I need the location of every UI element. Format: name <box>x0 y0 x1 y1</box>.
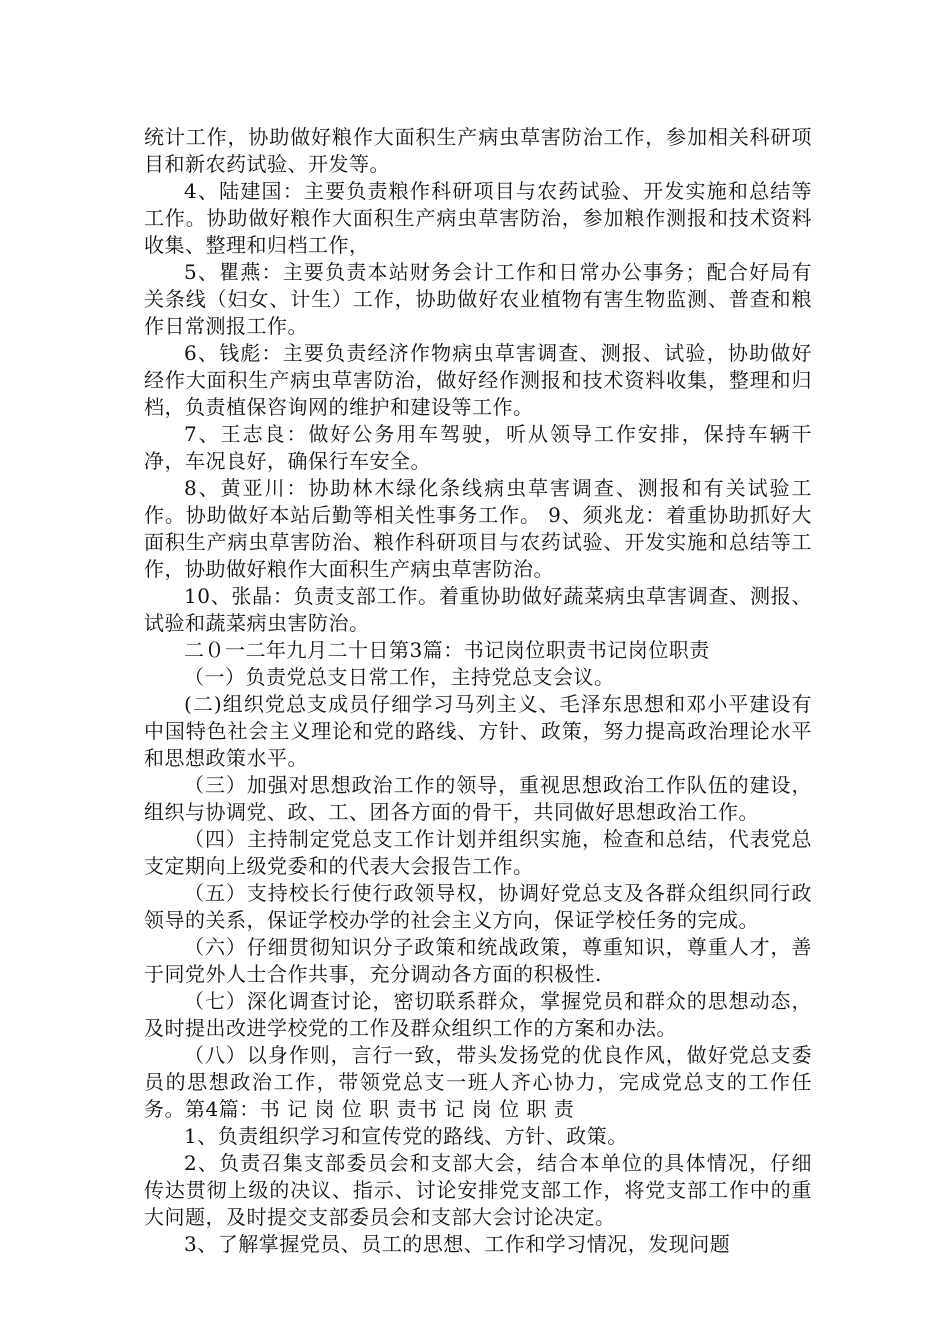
paragraph-item-8-9: 8、黄亚川：协助林木绿化条线病虫草害调查、测报和有关试验工作。协助做好本站后勤等相关性事务工作。 9、须兆龙：着重协助抓好大面积生产病虫草害防治、粮作科研项目与农药试验、开发实施和总结等工作，协助做好粮作大面积生产病虫草害防治。 <box>144 476 812 581</box>
paragraph-section4-item-3: 3、了解掌握党员、员工的思想、工作和学习情况，发现问题 <box>184 1232 731 1256</box>
paragraph-continuation: 统计工作，协助做好粮作大面积生产病虫草害防治工作，参加相关科研项目和新农药试验、开发等。 <box>144 125 812 176</box>
section-heading-3: 二０一二年九月二十日第3篇：书记岗位职责书记岗位职责 <box>184 638 710 662</box>
paragraph-item-6: 6、钱彪：主要负责经济作物病虫草害调查、测报、试验，协助做好经作大面积生产病虫草害防治，做好经作测报和技术资料收集，整理和归档，负责植保咨询网的维护和建设等工作。 <box>144 341 812 419</box>
paragraph-duty-8: （八）以身作则，言行一致，带头发扬党的优良作风，做好党总支委员的思想政治工作，带领党总支一班人齐心协力，完成党总支的工作任务。第4篇：书 记 岗 位 职 责书 记 岗 位 职 责 <box>144 1043 812 1121</box>
paragraph-item-4: 4、陆建国：主要负责粮作科研项目与农药试验、开发实施和总结等工作。协助做好粮作大面积生产病虫草害防治，参加粮作测报和技术资料收集、整理和归档工作， <box>144 179 812 257</box>
paragraph-item-10: 10、张晶：负责支部工作。着重协助做好蔬菜病虫草害调查、测报、试验和蔬菜病虫害防治。 <box>144 584 812 635</box>
paragraph-duty-4: （四）主持制定党总支工作计划并组织实施，检查和总结，代表党总支定期向上级党委和的代表大会报告工作。 <box>144 827 812 878</box>
paragraph-duty-7: （七）深化调查讨论，密切联系群众，掌握党员和群众的思想动态，及时提出改进学校党的工作及群众组织工作的方案和办法。 <box>144 989 812 1040</box>
paragraph-section4-item-2: 2、负责召集支部委员会和支部大会，结合本单位的具体情况，仔细传达贯彻上级的决议、指示、讨论安排党支部工作，将党支部工作中的重大问题，及时提交支部委员会和支部大会讨论决定。 <box>144 1151 812 1229</box>
paragraph-item-5: 5、瞿燕：主要负责本站财务会计工作和日常办公事务；配合好局有关条线（妇女、计生）工作，协助做好农业植物有害生物监测、普查和粮作日常测报工作。 <box>144 260 812 338</box>
paragraph-duty-6: （六）仔细贯彻知识分子政策和统战政策，尊重知识，尊重人才，善于同党外人士合作共事，充分调动各方面的积极性. <box>144 935 812 986</box>
paragraph-duty-5: （五）支持校长行使行政领导权，协调好党总支及各群众组织同行政领导的关系，保证学校办学的社会主义方向，保证学校任务的完成。 <box>144 881 812 932</box>
document-body <box>144 124 812 1258</box>
paragraph-section4-item-1: 1、负责组织学习和宣传党的路线、方针、政策。 <box>184 1124 628 1148</box>
paragraph-duty-3: （三）加强对思想政治工作的领导，重视思想政治工作队伍的建设，组织与协调党、政、工、团各方面的骨干，共同做好思想政治工作。 <box>144 773 812 824</box>
paragraph-duty-1: （一）负责党总支日常工作，主持党总支会议。 <box>184 665 615 689</box>
paragraph-duty-2: (二)组织党总支成员仔细学习马列主义、毛泽东思想和邓小平建设有中国特色社会主义理论和党的路线、方针、政策，努力提高政治理论水平和思想政策水平。 <box>144 692 812 770</box>
paragraph-item-7: 7、王志良：做好公务用车驾驶，听从领导工作安排，保持车辆干净，车况良好，确保行车安全。 <box>144 422 812 473</box>
